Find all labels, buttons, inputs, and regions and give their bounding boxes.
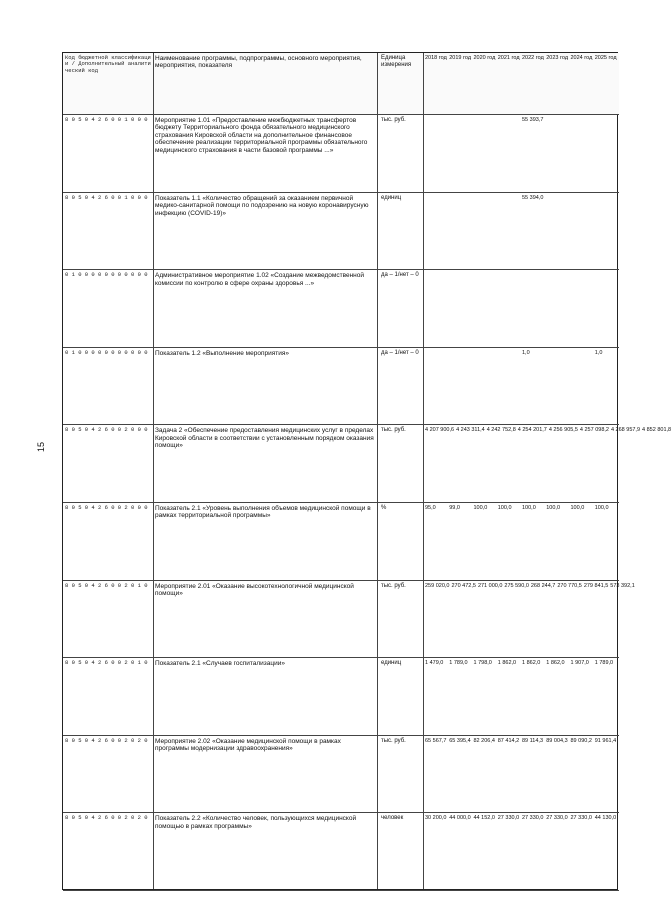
value-cell: 95,0	[425, 505, 436, 511]
value-cell	[449, 117, 471, 190]
value-cell	[498, 272, 520, 345]
row-values	[425, 195, 617, 268]
row-codes: 8 0 5 0 4 2 6 0 0 2 0 2 0	[65, 814, 148, 822]
value-cell: 89 114,3	[522, 737, 544, 744]
table-header-row	[63, 53, 619, 115]
row-name: Мероприятие 2.01 «Оказание высокотехнологичной медицинской помощи»	[155, 582, 354, 598]
value-cell	[474, 350, 496, 423]
column-divider	[423, 53, 424, 889]
value-cell: 4 207 900,6	[425, 427, 455, 434]
table-row	[63, 581, 635, 659]
row-values	[425, 427, 671, 500]
row-unit: единиц	[381, 660, 402, 667]
value-cell: 1 798,0	[473, 660, 492, 667]
row-values	[425, 738, 617, 811]
value-cell: 55 393,7	[522, 117, 544, 123]
value-cell: 100,0	[570, 505, 585, 511]
value-cell: 1,0	[594, 349, 603, 356]
header-years	[425, 55, 617, 112]
row-unit: единиц	[381, 194, 402, 201]
value-cell: 91 961,4	[594, 737, 617, 744]
value-cell: 279 841,5	[583, 582, 609, 589]
value-cell: 89 090,2	[570, 737, 592, 744]
value-cell: 27 330,0	[522, 815, 544, 822]
row-name: Административное мероприятие 1.02 «Создание межведомственной комиссии по контролю в сфере охраны здоровья ...»	[155, 272, 365, 287]
row-name: Мероприятие 1.01 «Предоставление межбюджетных трансфертов бюджету Территориального фонда обязательного медицинского страхования Кировской области на дополнительное финансовое обеспечение реализации территориальной программы обязательного медицинского страхования в части базовой программы ...»	[155, 117, 368, 154]
row-unit: %	[381, 505, 387, 511]
row-codes: 8 0 5 0 4 2 6 0 0 2 0 2 0	[65, 736, 148, 744]
value-cell: 82 206,4	[473, 737, 495, 744]
row-values	[425, 582, 635, 656]
row-values	[425, 272, 617, 345]
column-divider	[377, 53, 378, 889]
value-cell: 4 257 098,2	[579, 427, 609, 434]
row-unit: да – 1/нет – 0	[381, 349, 419, 356]
value-cell: 1 789,0	[594, 660, 614, 667]
value-cell: 1 907,0	[570, 660, 589, 667]
value-cell: 4 852 801,8	[642, 427, 671, 434]
year-2025: 2025 год	[594, 55, 617, 61]
value-cell	[425, 195, 447, 268]
value-cell: 99,0	[449, 505, 460, 511]
value-cell: 259 020,0	[425, 582, 450, 589]
value-cell	[425, 272, 447, 345]
value-cell	[449, 350, 471, 423]
row-unit: тыс. руб.	[381, 117, 406, 123]
table-row	[63, 348, 619, 426]
value-cell: 270 472,5	[451, 582, 476, 589]
value-cell	[449, 272, 471, 345]
value-cell: 270 770,5	[557, 582, 582, 589]
row-codes: 8 0 5 0 4 2 6 0 0 1 0 0 0	[65, 116, 148, 123]
table-row	[63, 115, 619, 193]
value-cell	[474, 195, 496, 268]
year-2019: 2019 год	[449, 55, 472, 61]
value-cell	[571, 117, 593, 190]
year-2024: 2024 год	[570, 55, 593, 61]
row-name: Показатель 2.1 «Уровень выполнения объемов медицинской помощи в рамках территориальной программы»	[155, 505, 371, 520]
column-divider	[153, 53, 154, 889]
table-row	[63, 270, 619, 348]
value-cell: 100,0	[594, 505, 609, 511]
value-cell: 4 243 311,4	[456, 427, 485, 434]
row-name: Показатель 2.1 «Случаев госпитализации»	[155, 660, 286, 668]
value-cell: 271 000,0	[477, 582, 503, 589]
value-cell	[522, 272, 544, 345]
row-unit: тыс. руб.	[381, 582, 406, 589]
value-cell: 100,0	[522, 505, 536, 511]
row-codes: 8 0 5 0 4 2 6 0 0 2 0 1 0	[65, 581, 148, 589]
row-codes: 0 1 0 0 0 0 0 0 0 0 0 0 0	[65, 348, 148, 356]
value-cell: 100,0	[497, 505, 512, 511]
value-cell: 44 130,0	[594, 815, 617, 822]
value-cell	[571, 195, 593, 268]
row-name: Мероприятие 2.02 «Оказание медицинской помощи в рамках программы модернизации здравоохранения»	[155, 737, 341, 753]
value-cell	[498, 350, 520, 423]
year-2021: 2021 год	[497, 55, 520, 61]
row-name: Показатель 1.1 «Количество обращений за оказанием первичной медико-санитарной помощи по подозрению на новую коронавирусную инфекцию (COVID-19)»	[155, 194, 369, 217]
year-2020: 2020 год	[473, 55, 496, 61]
row-codes: 8 0 5 0 4 2 6 0 0 2 0 0 0	[65, 504, 148, 511]
value-cell	[546, 195, 568, 268]
table-row	[63, 503, 619, 581]
value-cell: 1 862,0	[546, 660, 565, 667]
row-codes: 0 1 0 0 0 0 0 0 0 0 0 0 0	[65, 271, 148, 279]
year-2018: 2018 год	[425, 55, 447, 61]
value-cell	[474, 272, 496, 345]
value-cell: 1 862,0	[497, 660, 517, 667]
value-cell: 30 200,0	[425, 815, 447, 822]
value-cell: 65 567,7	[425, 737, 447, 744]
value-cell: 1,0	[522, 349, 530, 356]
value-cell: 275 590,0	[504, 582, 529, 589]
row-name: Показатель 2.2 «Количество человек, пользующихся медицинской помощью в рамках программы»	[155, 815, 357, 830]
value-cell	[425, 350, 447, 423]
value-cell: 100,0	[473, 505, 488, 511]
value-cell: 4 242 752,8	[486, 427, 516, 434]
table-row	[63, 193, 619, 271]
value-cell: 1 862,0	[522, 660, 541, 667]
row-codes: 8 0 5 0 4 2 6 0 0 2 0 0 0	[65, 426, 148, 434]
row-unit: тыс. руб.	[381, 427, 406, 434]
value-cell: 89 004,3	[546, 737, 568, 744]
value-cell	[546, 117, 568, 190]
table-row	[63, 813, 619, 891]
value-cell: 27 330,0	[497, 815, 520, 822]
value-cell: 44 152,0	[473, 815, 495, 822]
header-name: Наименование программы, подпрограммы, основного мероприятия, мероприятия, показателя	[155, 55, 362, 70]
value-cell	[571, 350, 593, 423]
value-cell	[498, 117, 520, 190]
row-values	[425, 815, 617, 888]
value-cell	[546, 272, 568, 345]
value-cell: 1 789,0	[449, 660, 468, 667]
table-row	[63, 425, 671, 503]
value-cell: 4 254 201,7	[517, 427, 547, 434]
value-cell: 87 414,2	[497, 737, 520, 744]
row-values	[425, 117, 617, 190]
value-cell: 27 330,0	[570, 815, 592, 822]
value-cell: 44 000,0	[449, 815, 471, 822]
row-name: Показатель 1.2 «Выполнение мероприятия»	[155, 349, 289, 357]
value-cell: 27 330,0	[546, 815, 568, 822]
value-cell: 268 244,7	[530, 582, 556, 589]
row-values	[425, 505, 617, 578]
row-codes: 8 0 5 0 4 2 6 0 0 2 0 1 0	[65, 659, 148, 667]
header-codes: Код бюджетной классификации / Дополнительный аналитический код	[65, 54, 151, 74]
value-cell	[449, 195, 471, 268]
data-table	[62, 52, 671, 890]
value-cell	[571, 272, 593, 345]
value-cell: 100,0	[546, 505, 561, 511]
row-codes: 8 0 5 0 4 2 6 0 0 1 0 0 0	[65, 193, 148, 201]
value-cell: 4 256 905,5	[548, 427, 578, 434]
value-cell: 65 395,4	[449, 737, 471, 744]
header-unit: Единица измерения	[381, 55, 412, 68]
page-number: 15	[36, 441, 46, 452]
value-cell	[498, 195, 520, 268]
value-cell: 573 392,1	[610, 582, 635, 589]
value-cell	[546, 350, 568, 423]
row-unit: да – 1/нет – 0	[381, 272, 419, 279]
value-cell: 1 479,0	[425, 660, 444, 667]
value-cell	[595, 117, 617, 190]
year-2023: 2023 год	[546, 55, 569, 61]
row-unit: человек	[381, 815, 404, 822]
value-cell	[595, 272, 617, 345]
row-values	[425, 660, 617, 733]
row-unit: тыс. руб.	[381, 737, 406, 744]
value-cell	[425, 117, 447, 190]
year-2022: 2022 год	[522, 55, 544, 61]
value-cell	[595, 195, 617, 268]
row-name: Задача 2 «Обеспечение предоставления медицинских услуг в пределах Кировской области в соответствии с установленным порядком оказания помощи»	[155, 427, 374, 450]
value-cell: 55 394,0	[522, 194, 544, 201]
table-row	[63, 658, 619, 736]
table-row	[63, 736, 619, 814]
value-cell	[474, 117, 496, 190]
row-values	[425, 350, 617, 423]
value-cell: 4 268 957,9	[610, 427, 641, 434]
